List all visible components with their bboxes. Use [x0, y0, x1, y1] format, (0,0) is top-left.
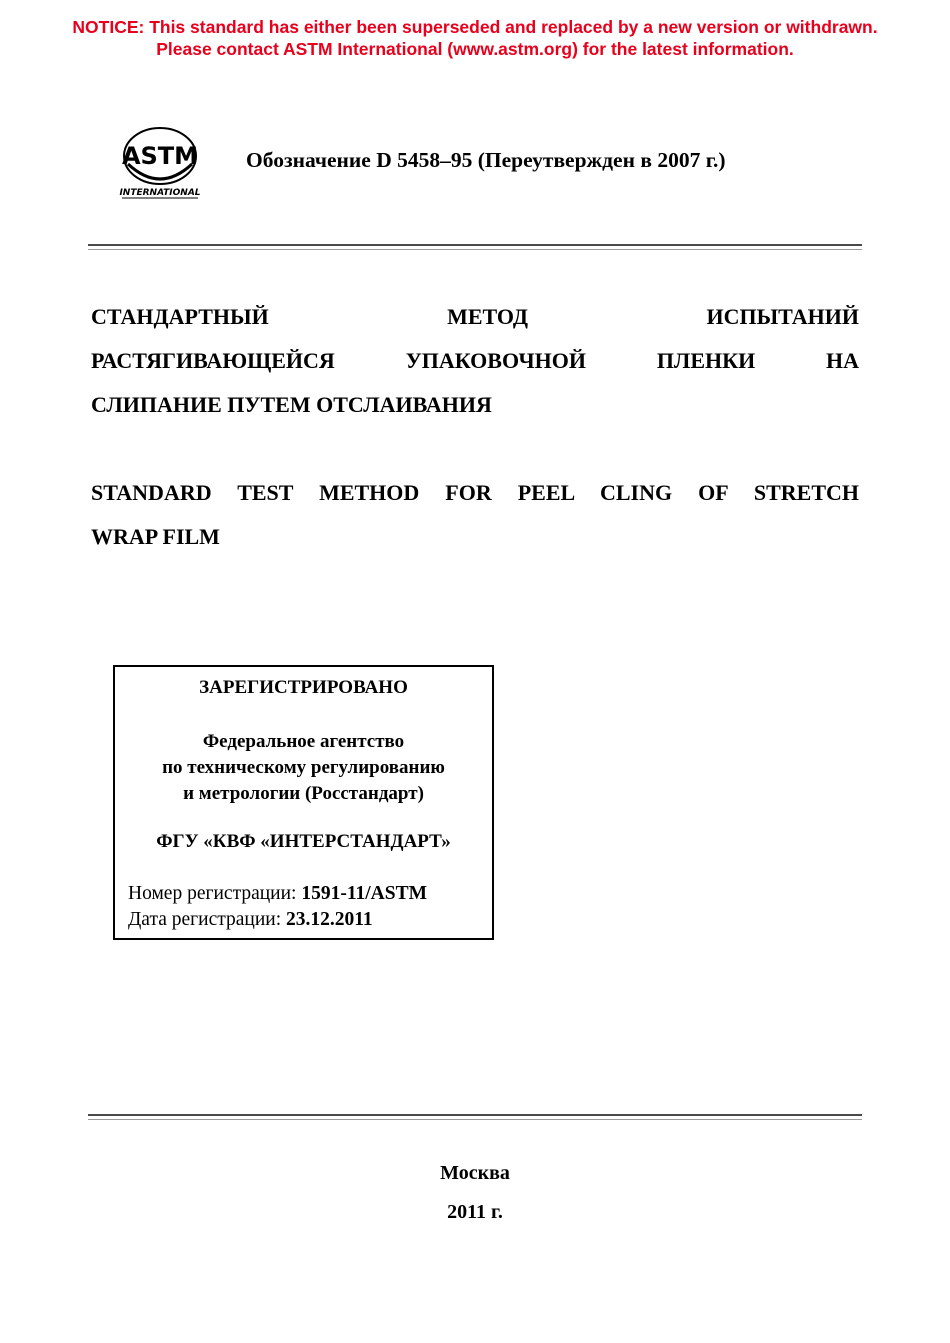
title-en-line-2: WRAP FILM [91, 524, 220, 549]
logo-letters: ASTM [121, 142, 199, 170]
registration-agency [115, 729, 492, 807]
registration-date-label: Дата регистрации: [128, 909, 282, 930]
superseded-notice [0, 16, 950, 60]
agency-line-3: и метрологии (Росстандарт) [183, 783, 424, 804]
registration-date-value: 23.12.2011 [286, 909, 373, 930]
astm-logo [118, 124, 202, 200]
registration-heading: ЗАРЕГИСТРИРОВАНО [199, 677, 408, 698]
top-divider [88, 244, 862, 250]
notice-line-2: Please contact ASTM International (www.astm.org) for the latest information. [156, 39, 794, 59]
agency-line-1: Федеральное агентство [202, 731, 405, 752]
title-english [91, 471, 859, 559]
title-russian [91, 295, 859, 427]
registration-number-label: Номер регистрации: [128, 883, 297, 904]
registration-box [113, 665, 494, 940]
logo-caption: INTERNATIONAL [119, 188, 201, 198]
registration-number-value: 1591-11/ASTM [301, 883, 428, 904]
bottom-divider [88, 1114, 862, 1120]
registration-date-row [128, 907, 427, 933]
designation: Обозначение D 5458–95 (Переутвержден в 2007 г.) [246, 148, 726, 172]
registration-fields [128, 881, 427, 933]
astm-logo-icon [118, 124, 202, 200]
registration-organization: ФГУ «КВФ «ИНТЕРСТАНДАРТ» [156, 831, 451, 852]
notice-line-1: NOTICE: This standard has either been superseded and replaced by a new version or withdrawn. [72, 17, 878, 37]
footer-city: Москва [440, 1162, 510, 1184]
title-ru-line-2: РАСТЯГИВАЮЩЕЙСЯ УПАКОВОЧНОЙ ПЛЕНКИ НА [91, 348, 859, 373]
agency-line-2: по техническому регулированию [162, 757, 445, 778]
registration-number-row [128, 881, 427, 907]
title-en-line-1: STANDARD TEST METHOD FOR PEEL CLING OF STRETCH [91, 480, 859, 505]
footer-year: 2011 г. [447, 1201, 503, 1223]
title-ru-line-1: СТАНДАРТНЫЙ МЕТОД ИСПЫТАНИЙ [91, 304, 859, 329]
title-ru-line-3: СЛИПАНИЕ ПУТЕМ ОТСЛАИВАНИЯ [91, 392, 492, 417]
